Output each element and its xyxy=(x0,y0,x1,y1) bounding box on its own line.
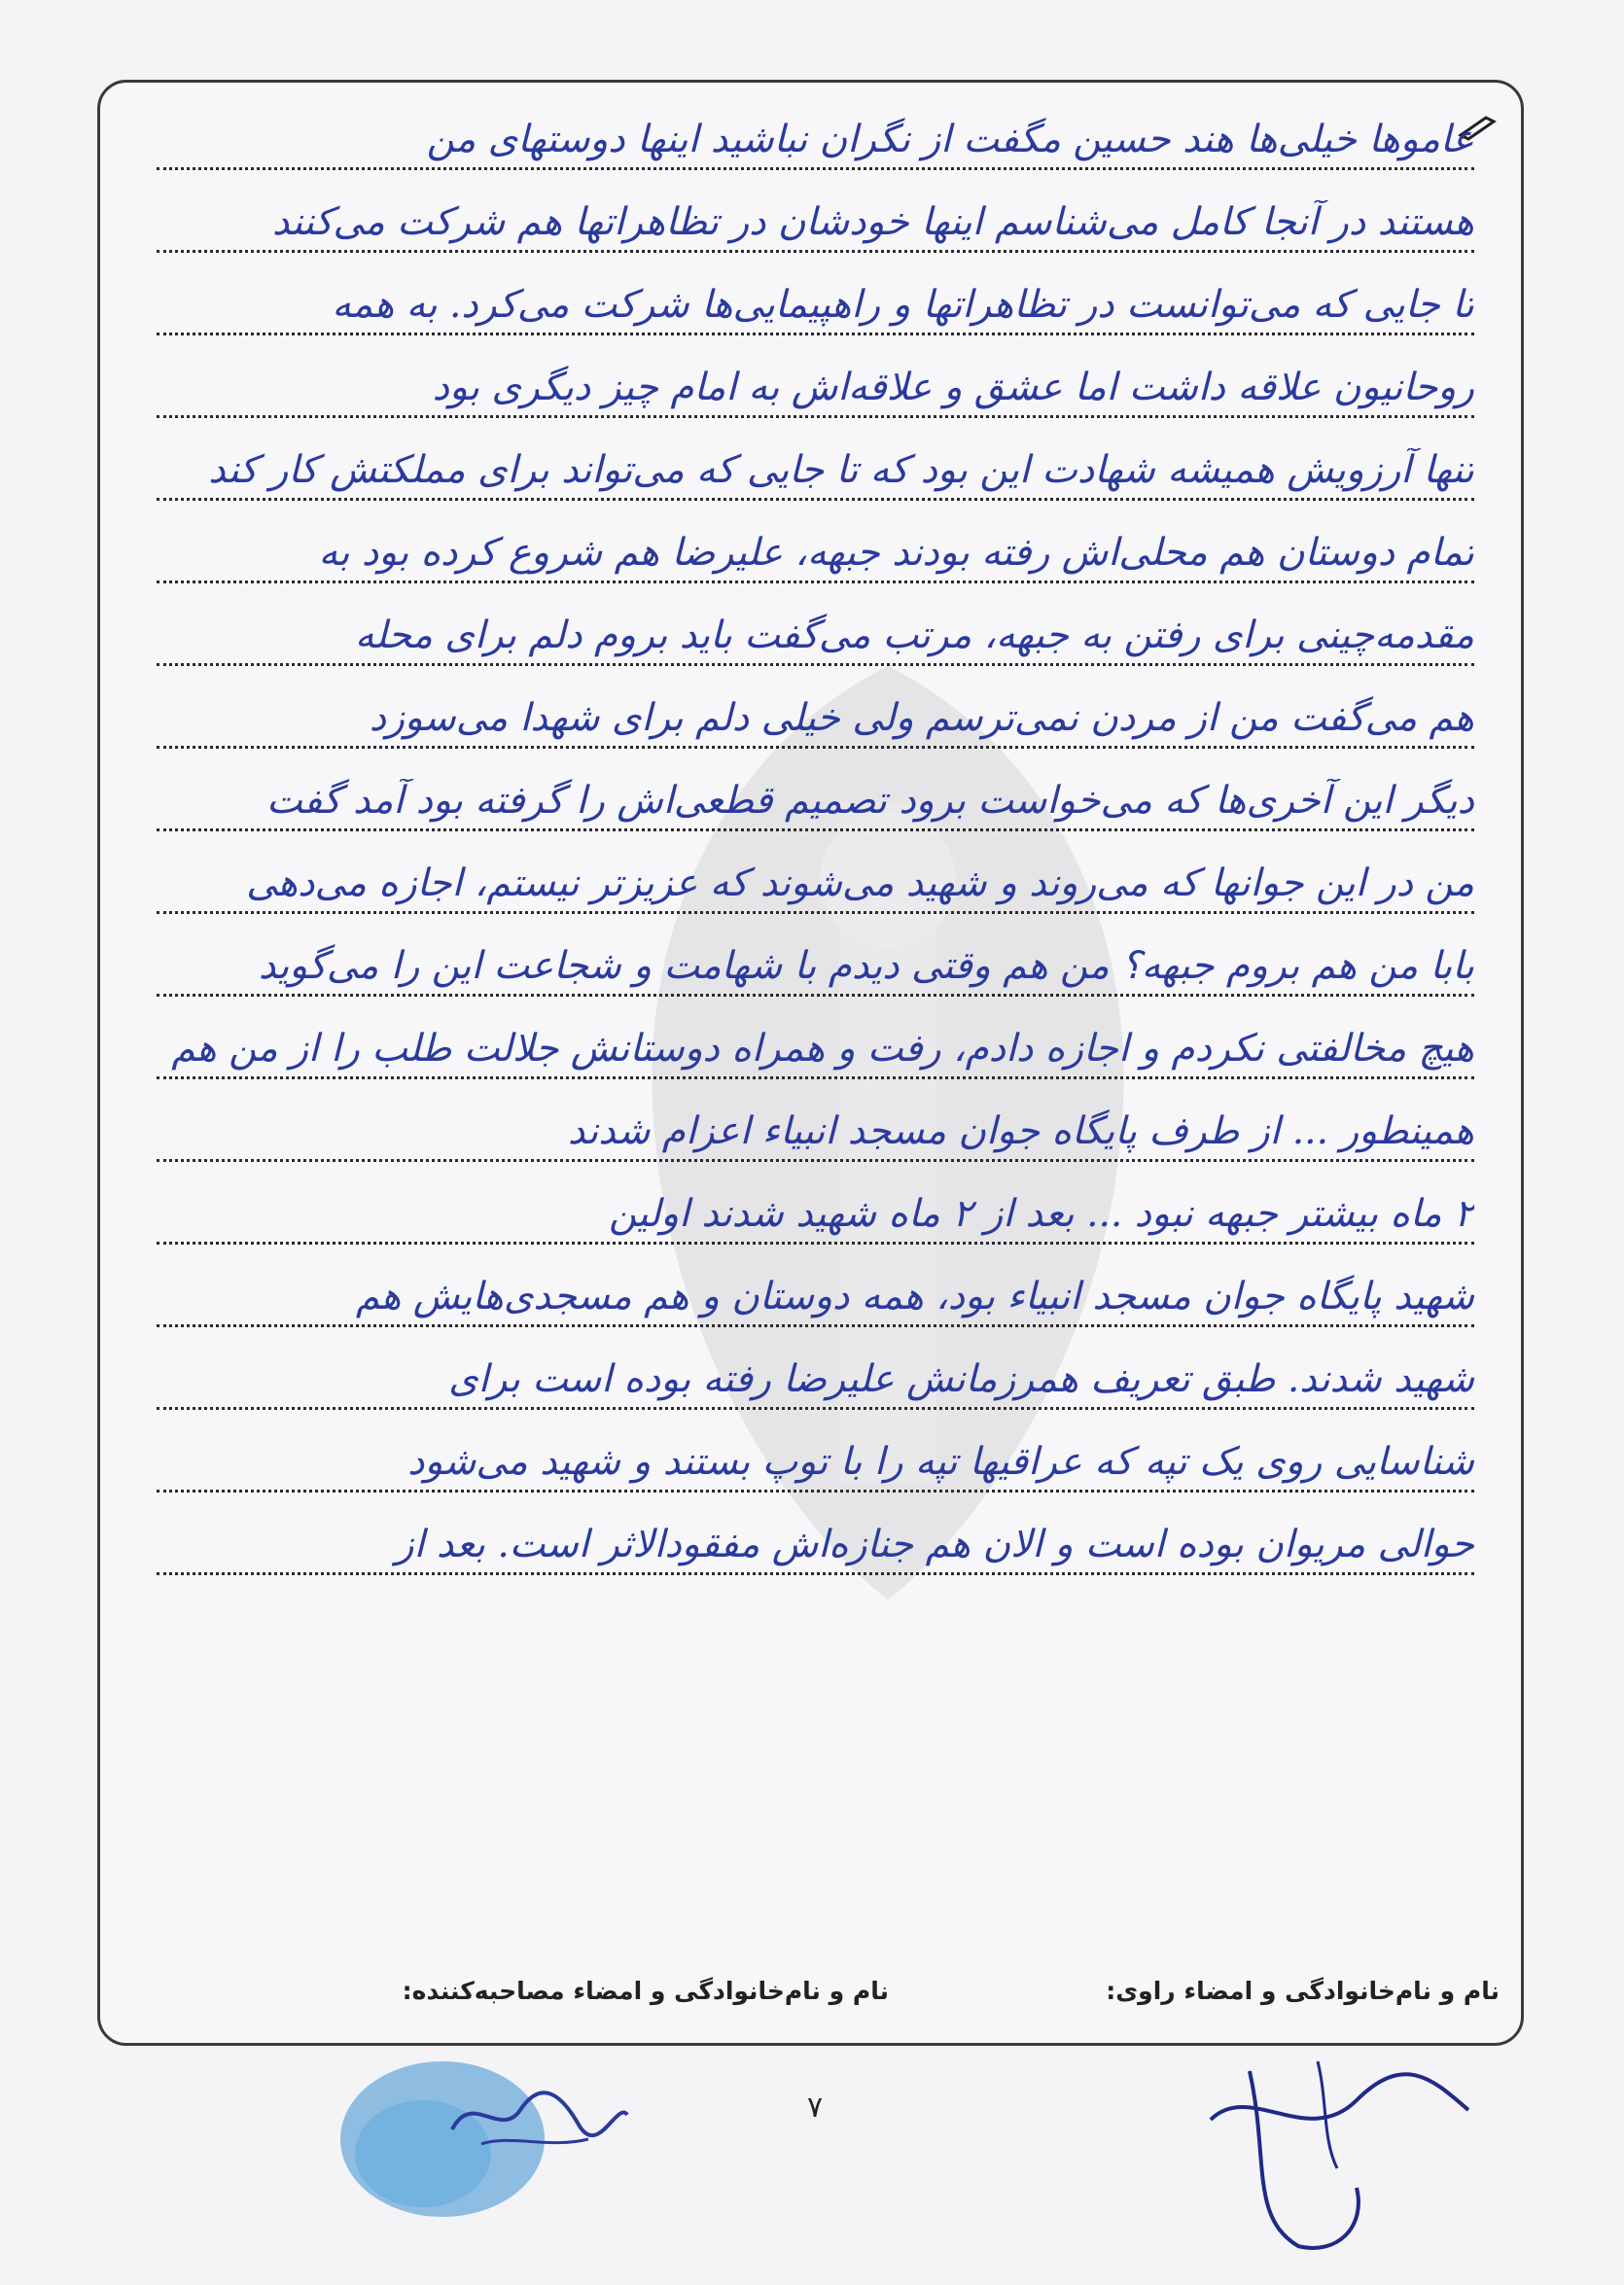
handwritten-line: شهید شدند. طبق تعریف همرزمانش علیرضا رفته بوده است برای xyxy=(448,1357,1474,1401)
handwritten-line: ۲ ماه بیشتر جبهه نبود ... بعد از ۲ ماه شهید شدند اولین xyxy=(608,1192,1474,1236)
interviewer-signature xyxy=(442,2071,637,2159)
text-line xyxy=(157,1074,1474,1162)
handwritten-line: هستند در آنجا کامل می‌شناسم اینها خودشان در تظاهراتها هم شرکت می‌کنند xyxy=(271,200,1474,244)
text-line xyxy=(157,165,1474,253)
text-line xyxy=(157,331,1474,418)
text-line xyxy=(157,992,1474,1079)
text-line xyxy=(157,496,1474,583)
narrator-signature-label: نام و نام‌خانوادگی و امضاء راوی: xyxy=(1106,1977,1500,2005)
handwritten-line: روحانیون علاقه داشت اما عشق و علاقه‌اش به امام چیز دیگری بود xyxy=(432,366,1474,409)
text-line xyxy=(157,1488,1474,1575)
interviewer-signature-label: نام و نام‌خانوادگی و امضاء مصاحبه‌کننده: xyxy=(402,1977,889,2005)
handwritten-line: شهید پایگاه جوان مسجد انبیاء بود، همه دوستان و هم مسجدی‌هایش هم xyxy=(355,1275,1474,1318)
handwritten-line: شناسایی روی یک تپه که عراقیها تپه را با توپ بستند و شهید می‌شود xyxy=(407,1440,1474,1484)
text-line xyxy=(157,248,1474,335)
text-line xyxy=(157,1240,1474,1327)
text-line xyxy=(157,1322,1474,1410)
handwritten-line: عاموها خیلی‌ها هند حسین مگفت از نگران نباشید اینها دوستهای من xyxy=(426,118,1474,161)
handwritten-line: همینطور ... از طرف پایگاه جوان مسجد انبیاء اعزام شدند xyxy=(567,1109,1474,1153)
handwritten-line: مقدمه‌چینی برای رفتن به جبهه، مرتب می‌گفت باید بروم دلم برای محله xyxy=(355,614,1474,657)
handwritten-line: هیچ مخالفتی نکردم و اجازه دادم، رفت و همراه دوستانش جلالت طلب را از من هم xyxy=(171,1027,1474,1071)
text-line xyxy=(157,413,1474,501)
handwritten-line: دیگر این آخری‌ها که می‌خواست برود تصمیم قطعی‌اش را گرفته بود آمد گفت xyxy=(266,779,1474,823)
handwritten-line: من در این جوانها که می‌روند و شهید می‌شوند که عزیزتر نیستم، اجازه می‌دهی xyxy=(246,861,1474,905)
signature-labels xyxy=(100,1977,1521,2025)
text-line xyxy=(157,1157,1474,1245)
narrator-signature xyxy=(1191,2042,1483,2266)
text-line xyxy=(157,744,1474,831)
handwritten-line: حوالی مریوان بوده است و الان هم جنازه‌اش مفقودالاثر است. بعد از xyxy=(395,1523,1474,1566)
handwritten-line: هم می‌گفت من از مردن نمی‌ترسم ولی خیلی دلم برای شهدا می‌سوزد xyxy=(369,696,1474,740)
text-line xyxy=(157,579,1474,666)
handwritten-body xyxy=(157,83,1474,1959)
handwritten-line: تمام دوستان هم محلی‌اش رفته بودند جبهه، علیرضا هم شروع کرده بود به xyxy=(318,531,1474,575)
text-line xyxy=(157,1405,1474,1493)
text-line xyxy=(157,909,1474,997)
handwritten-line: بابا من هم بروم جبهه؟ من هم وقتی دیدم با شهامت و شجاعت این را می‌گوید xyxy=(258,944,1474,988)
page-number: ۷ xyxy=(807,2091,824,2125)
text-line xyxy=(157,826,1474,914)
page-frame xyxy=(97,80,1524,2046)
text-line xyxy=(157,661,1474,749)
text-line xyxy=(157,83,1474,170)
handwritten-line: تنها آرزویش همیشه شهادت این بود که تا جایی که می‌تواند برای مملکتش کار کند xyxy=(208,448,1474,492)
handwritten-line: تا جایی که می‌توانست در تظاهراتها و راهپیمایی‌ها شرکت می‌کرد. به همه xyxy=(332,283,1474,327)
